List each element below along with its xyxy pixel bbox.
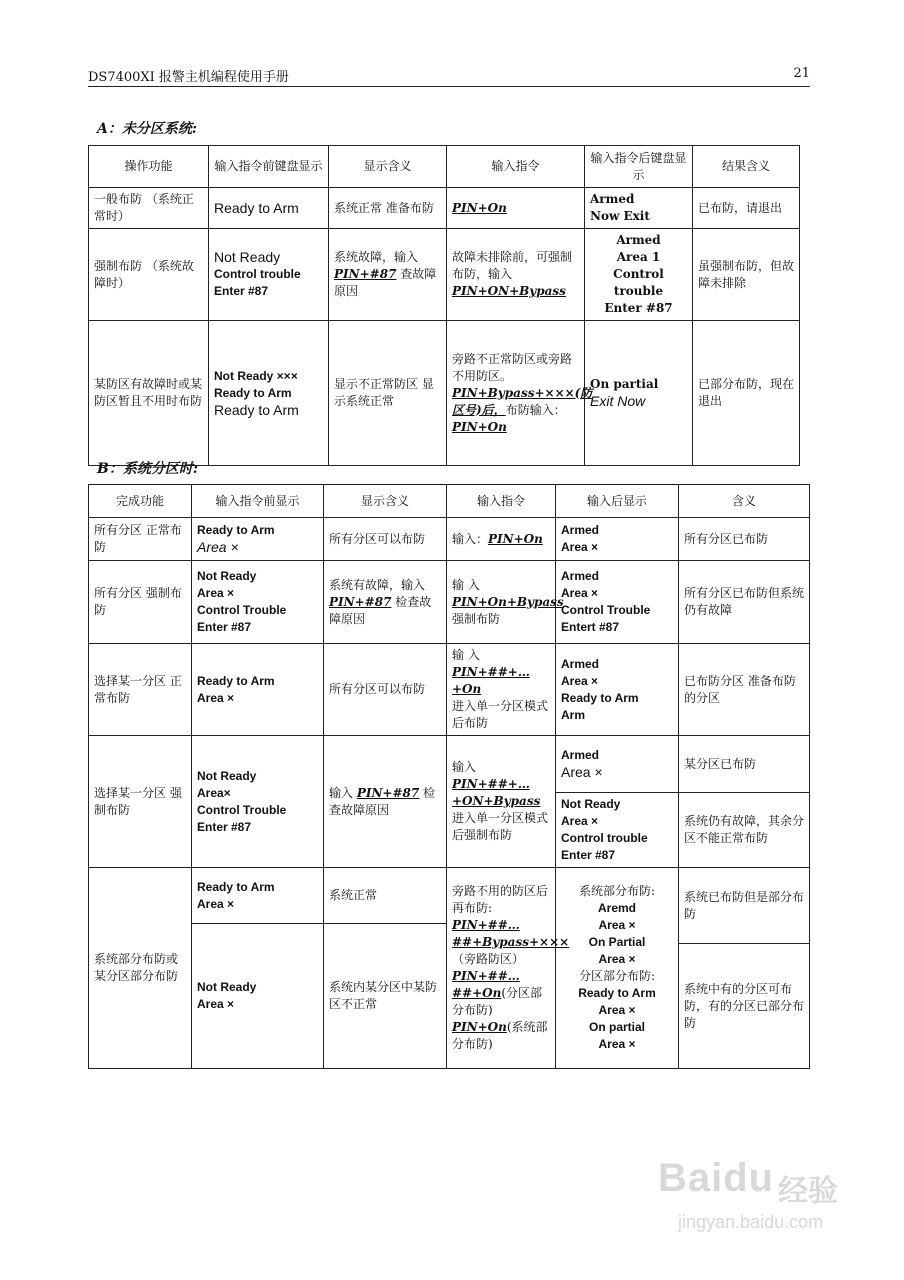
display-line: Enter #87 [197,819,252,834]
col-header: 输入指令 [447,485,556,518]
command-text: (系统部分布防) [452,1020,548,1051]
col-header: 含义 [679,485,810,518]
display-line: Ready to Arm [214,199,299,216]
display-line: Not Ready [197,980,257,994]
meaning-cell [324,561,447,644]
meaning-text: 检查故障原因 [329,594,432,626]
baidu-logo: Baidu [658,1156,775,1200]
meaning-cell: 所有分区可以布防 [324,518,447,561]
command-code: PIN+##…##+Bypass+××× [452,918,570,949]
table-row [89,736,810,793]
display-line: Ready to Arm [561,690,639,705]
display-line: Area × [197,586,235,600]
display-line: Area × [561,814,599,828]
display-line: On partial [588,1020,645,1034]
col-header: 输入指令 [447,146,585,188]
display-line: Ready to Arm [197,523,275,537]
command-text: 输入： [452,531,489,546]
command-text: 旁路不用的防区后再布防: [452,884,549,915]
display-line: Control trouble [214,267,301,281]
display-line: Area × [197,997,235,1011]
display-before-cell [192,736,324,868]
display-line: Area × [561,540,599,554]
display-line: Area 1 [616,250,661,264]
command-text: 输 入 [452,577,480,592]
command-text: 强制布防 [452,611,501,626]
display-line: Entert #87 [561,620,620,634]
table-row [89,518,810,561]
watermark-url: jingyan.baidu.com [678,1212,824,1232]
display-line: Ready to Arm [214,385,292,400]
display-line: Area × [598,1003,636,1017]
meaning-cell: 系统正常 准备布防 [329,188,447,229]
command-code: PIN+#87 [334,267,397,281]
display-line: Area × [561,586,599,600]
command-text: 进入单一分区模式后强制布防 [452,811,549,842]
display-line: Area × [598,952,636,966]
display-line: Area× [197,785,231,800]
command-code: PIN+##+…+On [452,665,530,696]
command-text: 进入单一分区模式后布防 [452,699,549,730]
display-line: Armed [561,569,600,583]
command-cell [447,561,564,644]
meaning-cell: 所有分区可以布防 [324,644,447,736]
display-before-cell [192,924,324,1069]
command-code: PIN+##…##+On [452,969,520,1000]
display-line: Armed [590,192,635,206]
display-line: Enter #87 [197,620,252,634]
table-header-row [89,485,810,518]
result-cell: 系统仍有故障，其余分区不能正常布防 [679,793,810,868]
display-line: Not Ready [197,569,257,583]
table-header-row [89,146,800,188]
function-cell: 选择某一分区 正常布防 [89,644,192,736]
display-line: Not Ready [197,768,257,783]
result-cell: 系统已布防但是部分布防 [679,868,810,944]
display-line: Control Trouble [561,603,651,617]
display-line: Area × [197,896,235,911]
col-header: 输入指令前显示 [192,485,324,518]
result-cell: 所有分区已布防但系统仍有故障 [679,561,810,644]
result-cell: 已布防，请退出 [693,188,800,229]
function-cell: 选择某一分区 强制布防 [89,736,192,868]
table-row [89,868,810,924]
page-number: 21 [793,66,810,81]
col-header: 输入指令后键盘显示 [585,146,693,188]
col-header: 输入后显示 [556,485,679,518]
command-text: 旁路不正常防区或旁路不用防区。 [452,351,573,383]
display-after-cell [585,188,693,229]
display-line: Ready to Arm [578,986,656,1000]
command-text: 故障未排除前，可强制布防，输入 [452,250,573,281]
table-row [89,321,800,466]
command-text: 输 入 [452,648,480,662]
result-cell: 已部分布防，现在退出 [693,321,800,466]
command-text: （旁路防区） [452,952,525,966]
display-after-cell [556,868,679,1069]
display-after-cell [556,518,679,561]
display-after-cell [585,229,693,321]
meaning-cell: 系统正常 [324,868,447,924]
command-cell [447,868,570,1069]
display-line: Control trouble [561,831,648,845]
function-cell: 所有分区 正常布防 [89,518,192,561]
display-line: Area × [598,1037,636,1051]
display-line: Not Ready [214,249,281,265]
result-cell: 所有分区已布防 [679,518,810,561]
meaning-text: 系统有故障，输入 [329,577,426,592]
display-line: Exit Now [590,393,646,409]
command-code: PIN+On [488,531,543,546]
command-code: PIN+On+Bypass [452,594,564,609]
col-header: 结果含义 [693,146,800,188]
display-before-cell [192,644,324,736]
result-cell: 系统中有的分区可布防，有的分区已部分布防 [679,944,810,1069]
page-header [88,66,810,87]
function-cell: 系统部分布防或某分区部分布防 [89,868,192,1069]
display-before-cell [209,188,329,229]
function-cell: 所有分区 强制布防 [89,561,192,644]
baidu-watermark [640,1150,860,1245]
display-line: Arm [561,707,586,722]
display-line: Ready to Arm [197,673,275,688]
display-line: Ready to Arm [197,879,275,894]
display-line: Area × [561,764,603,780]
meaning-cell: 系统内某分区中某防区不正常 [324,924,447,1069]
meaning-text: 检查故障原因 [329,785,436,817]
display-before-cell [192,518,324,561]
display-line: On partial [590,377,659,391]
display-line: Not Ready [561,797,621,811]
meaning-cell: 显示不正常防区 显示系统正常 [329,321,447,466]
display-line: Control trouble [613,267,664,298]
meaning-cell [324,736,447,868]
display-before-cell [209,229,329,321]
display-line: Area × [197,690,235,705]
display-line: Armed [616,233,661,247]
display-line: Control Trouble [197,603,287,617]
watermark-text: 经验 [778,1174,838,1209]
command-code: PIN+On [452,419,507,434]
col-header: 显示含义 [329,146,447,188]
display-before-cell [192,868,324,924]
display-line: Area × [561,673,599,688]
meaning-text: 系统故障，输入 [334,250,419,264]
result-cell: 某分区已布防 [679,736,810,793]
display-line: Armed [561,656,600,671]
section-b-title: B：系统分区时: [97,461,199,477]
col-header: 输入指令前键盘显示 [209,146,329,188]
display-before-cell [209,321,329,466]
command-code: PIN+#87 [356,785,420,800]
table-row [89,229,800,321]
table-row [89,644,810,736]
result-cell: 虽强制布防，但故障未排除 [693,229,800,321]
after-label: 系统部分布防: [578,884,656,898]
display-line: Area × [197,539,239,555]
display-line: Armed [561,523,600,537]
display-after-cell [556,561,679,644]
display-line: Ready to Arm [214,401,299,418]
command-code: PIN+Bypass+×××(防区号)后， [452,385,593,417]
display-line: Not Ready ××× [214,368,298,383]
col-header: 操作功能 [89,146,209,188]
table-row [89,188,800,229]
meaning-cell [329,229,447,321]
function-cell: 某防区有故障时或某防区暂且不用时布防 [89,321,209,466]
table-partitioned [88,484,810,1069]
command-cell [447,644,556,736]
display-line: Armed [561,748,600,762]
display-after-cell [556,736,679,793]
command-code: PIN+#87 [329,594,392,609]
command-cell [447,518,556,561]
col-header: 显示含义 [324,485,447,518]
command-cell [447,188,585,229]
table-row [89,561,810,644]
display-line: On Partial [588,935,646,949]
table-unpartitioned [88,145,800,466]
display-line: Enter #87 [214,284,269,298]
display-after-cell [556,644,679,736]
command-cell [447,229,585,321]
after-label: 分区部分布防: [578,969,656,983]
display-line: Enter #87 [604,301,673,315]
col-header: 完成功能 [89,485,192,518]
result-cell: 已布防分区 准备布防的分区 [679,644,810,736]
function-cell: 一般布防 （系统正常时） [89,188,209,229]
command-cell [447,736,556,868]
command-text: 布防输入： [505,402,566,417]
meaning-text: 查故障原因 [334,267,437,298]
display-before-cell [192,561,324,644]
command-cell [447,321,593,466]
command-text: 输入 [452,760,477,774]
display-line: Control Trouble [197,802,287,817]
function-cell: 强制布防 （系统故障时） [89,229,209,321]
display-line: Now Exit [590,209,650,223]
command-code: PIN+##+…+ON+Bypass [452,777,541,808]
meaning-text: 输入 [329,785,357,800]
display-after-cell [585,321,693,466]
display-line: Aremd [597,901,636,915]
command-code: PIN+On [452,1020,507,1034]
display-line: Enter #87 [561,848,616,862]
command-code: PIN+On [452,200,507,215]
command-text: (分区部分布防) [452,986,543,1017]
command-code: PIN+ON+Bypass [452,284,566,298]
section-a-title: A：未分区系统: [97,121,198,137]
display-after-cell [556,793,679,868]
display-line: Area × [598,918,636,932]
manual-title: DS7400XI 报警主机编程使用手册 [88,70,289,85]
